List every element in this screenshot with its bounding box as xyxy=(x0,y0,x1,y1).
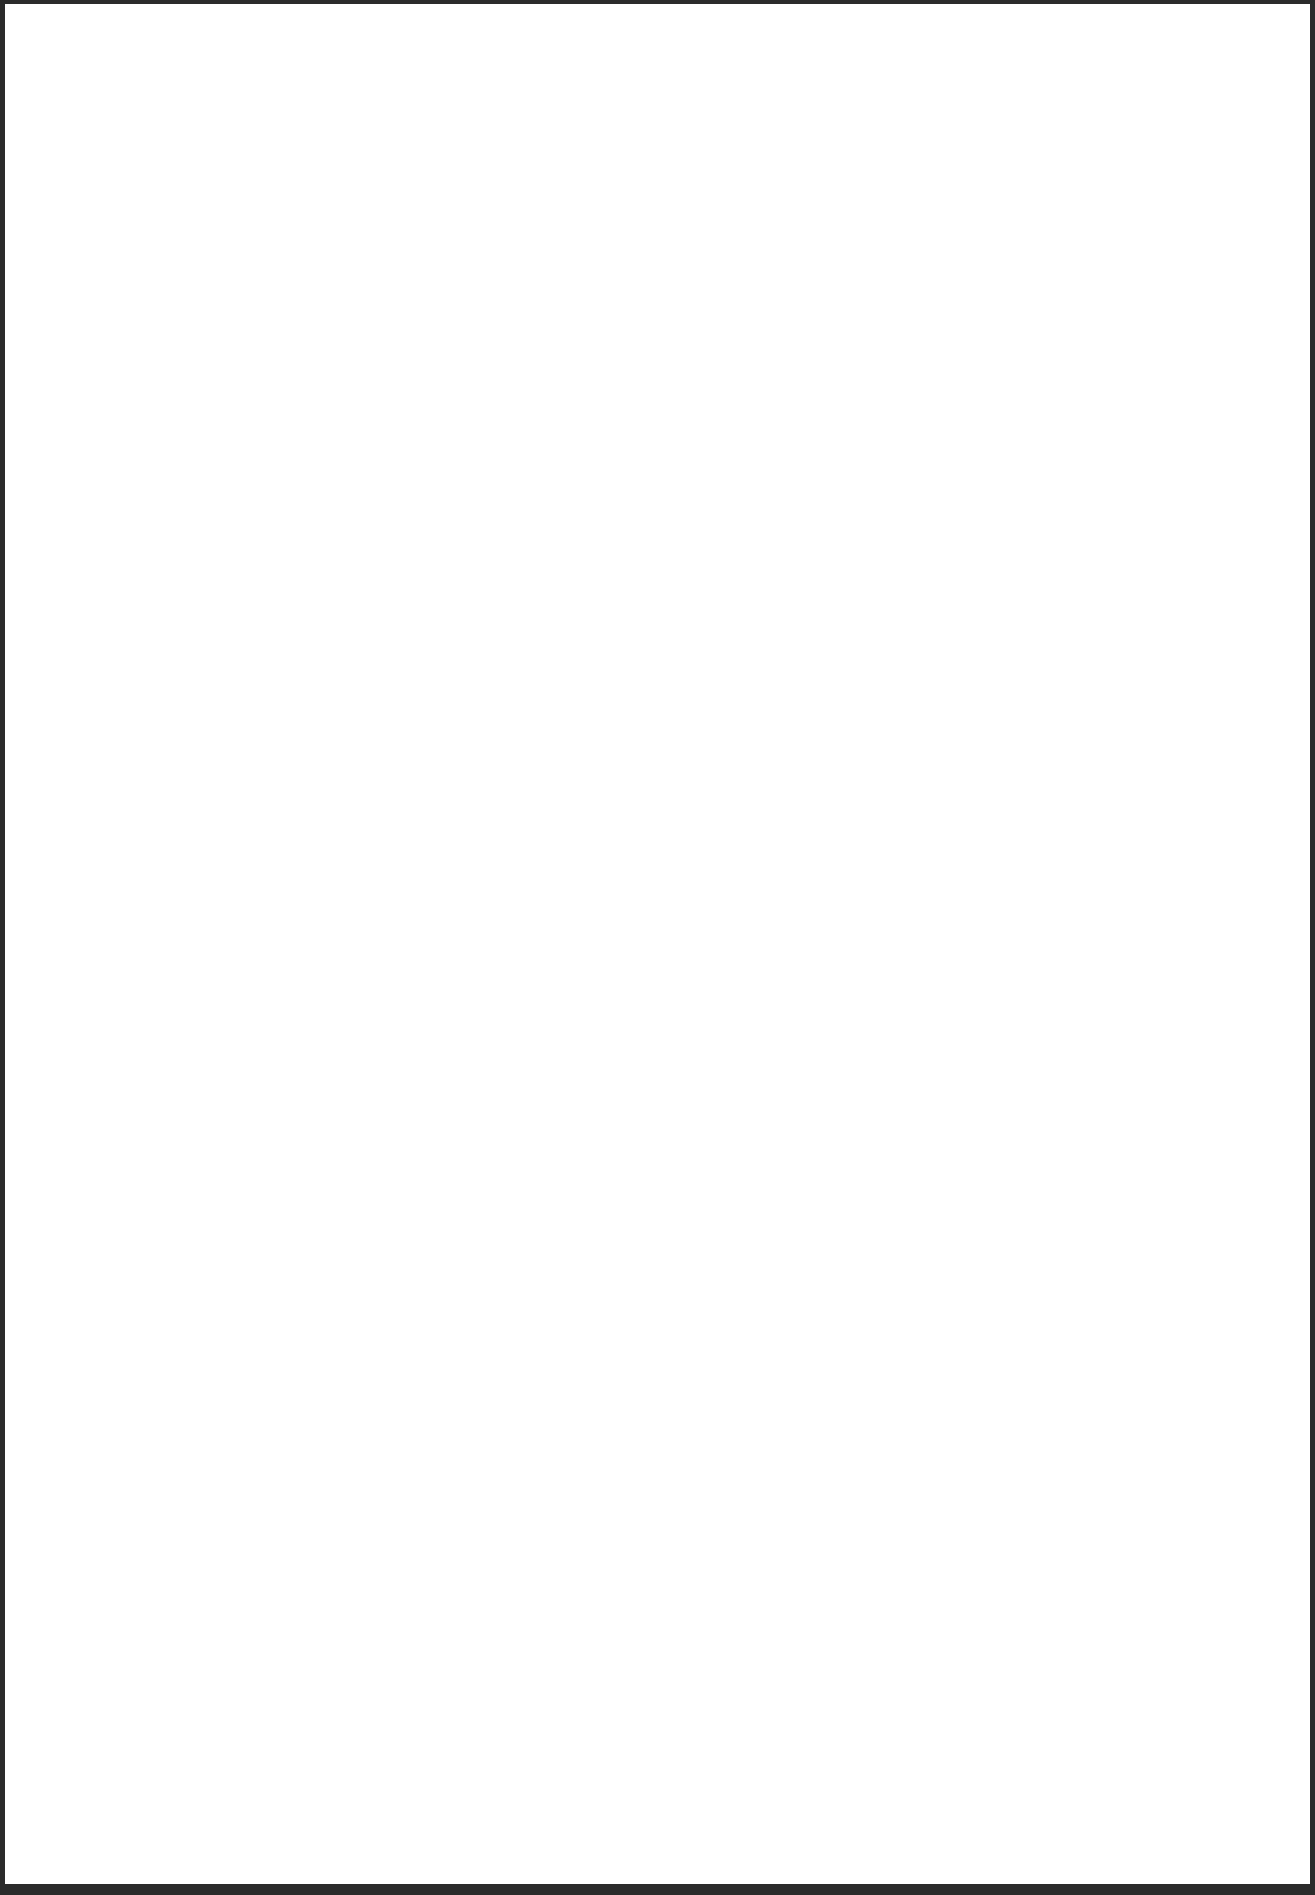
solution-go-board xyxy=(492,862,1172,1522)
book-page xyxy=(5,4,1310,1884)
viewer-bottom-bar xyxy=(0,1884,1315,1895)
problem-go-board xyxy=(501,155,1151,795)
